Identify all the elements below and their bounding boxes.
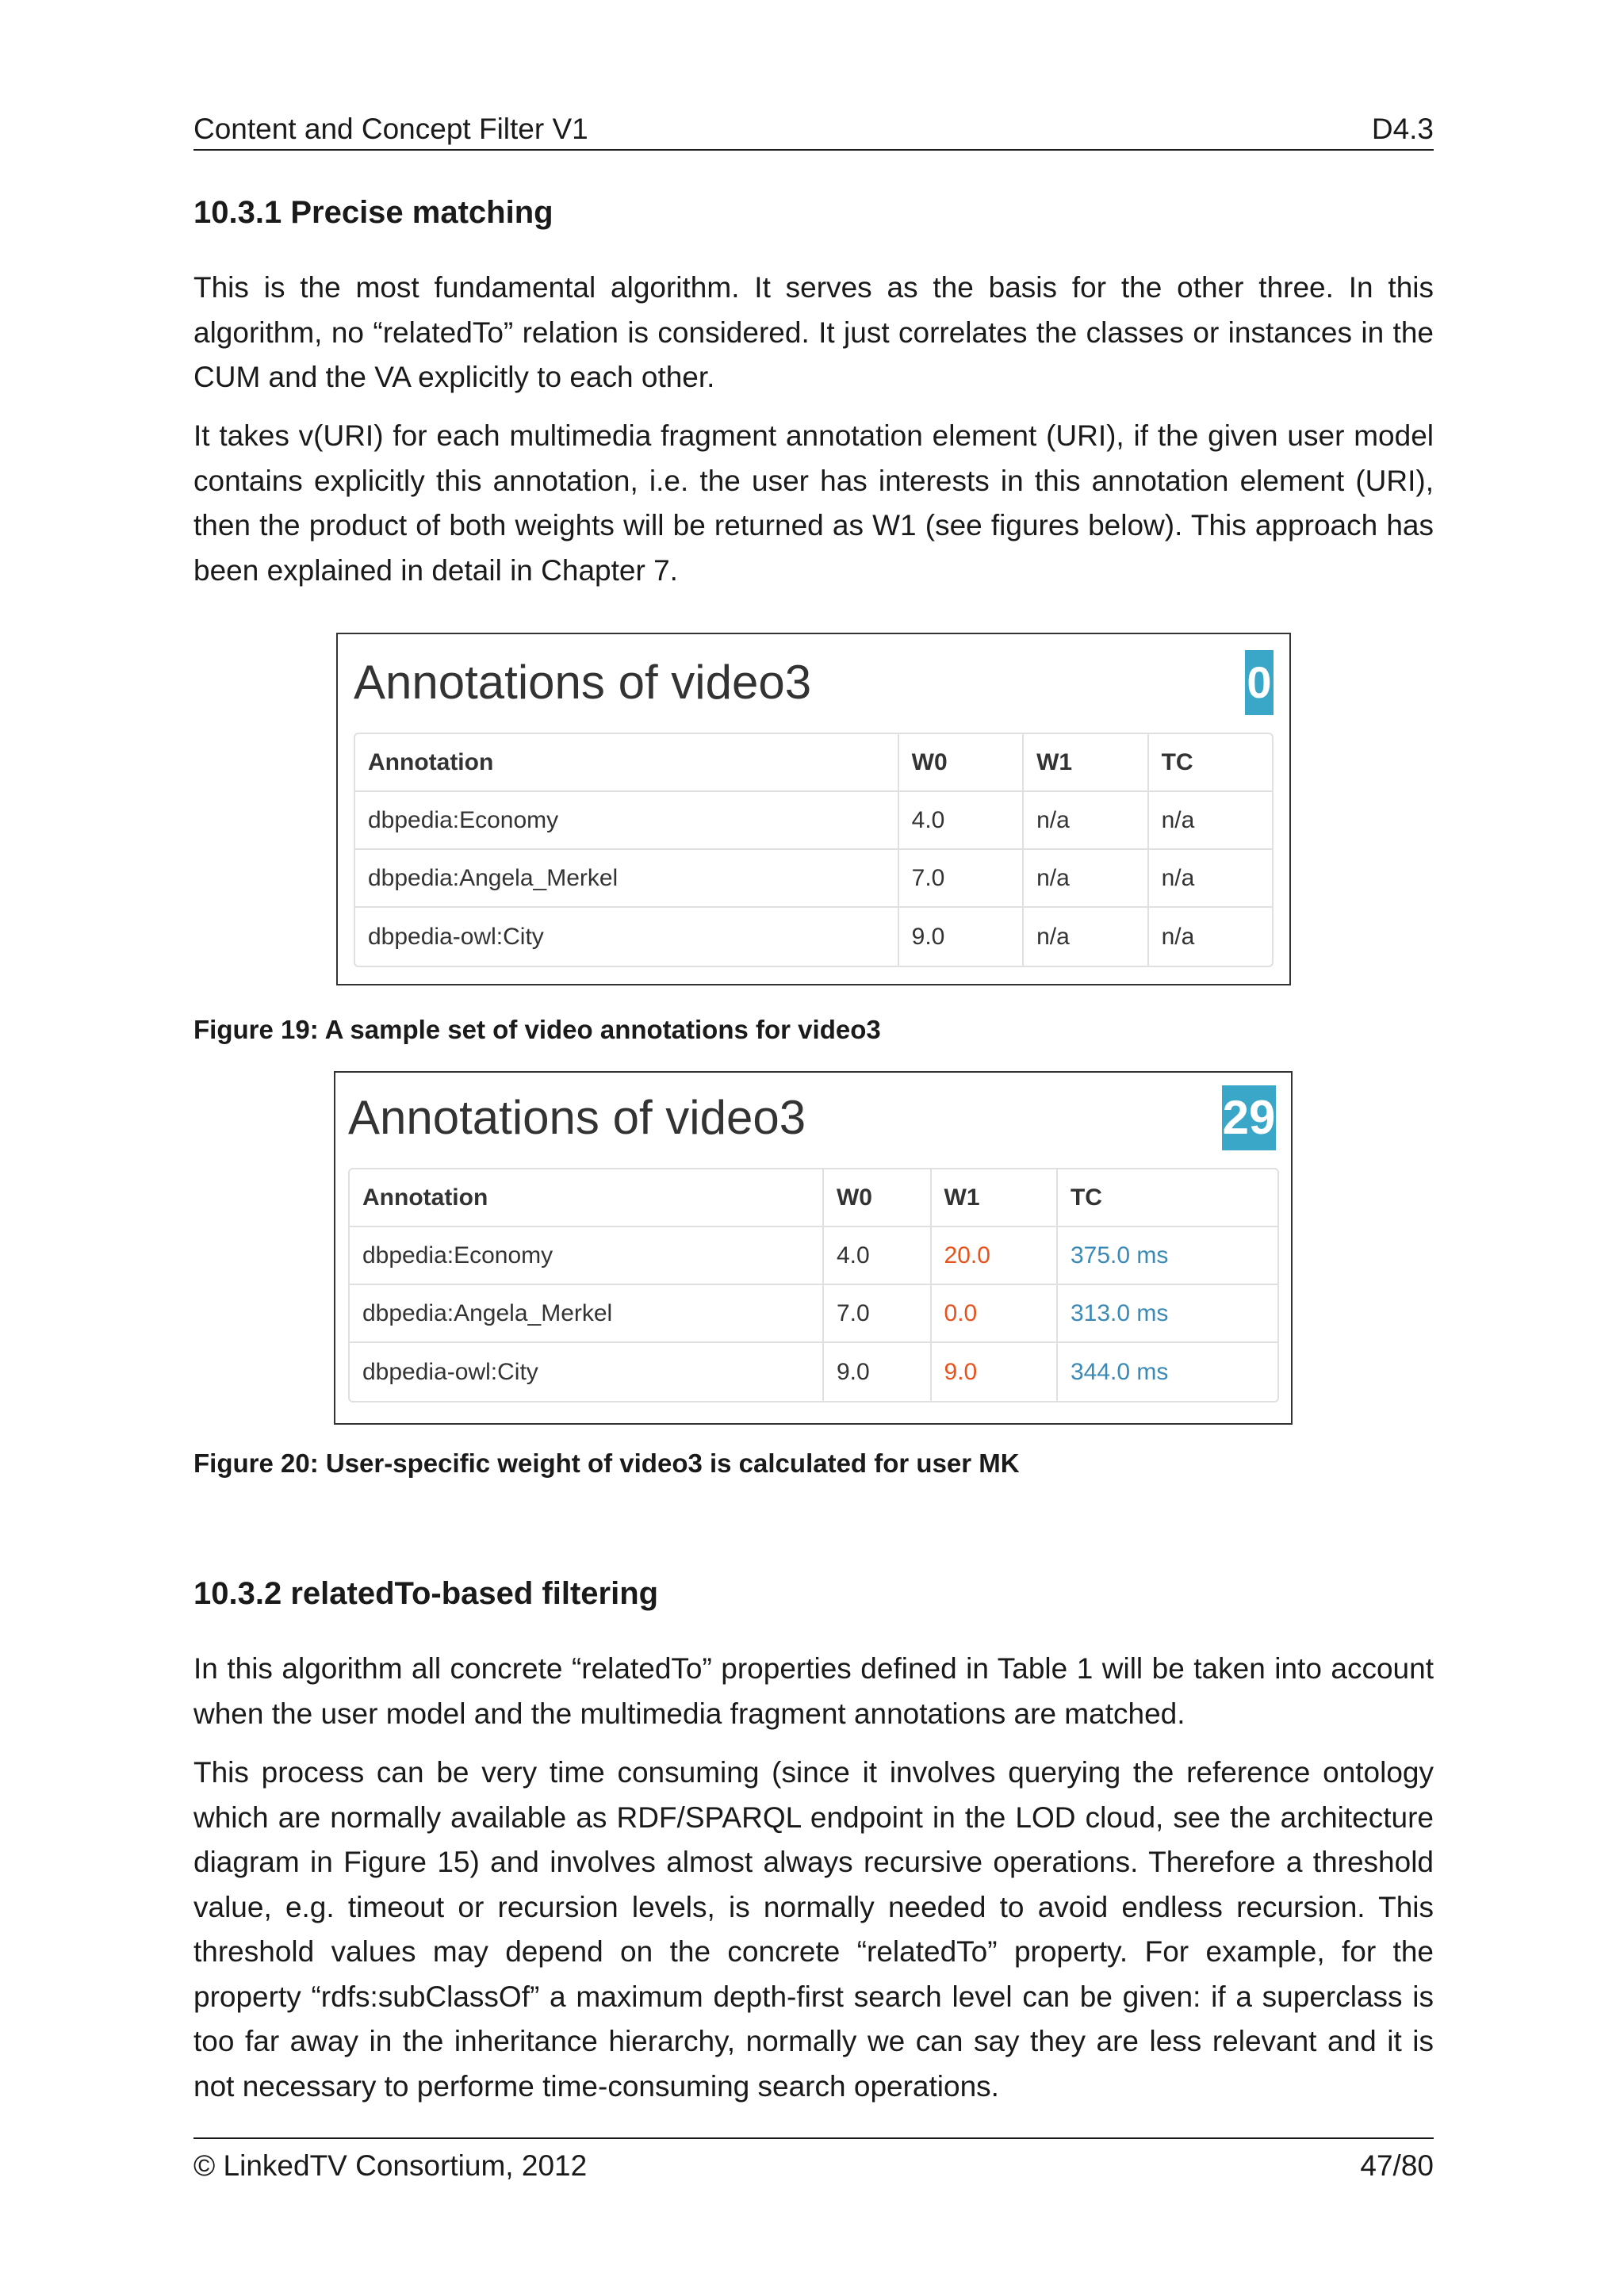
column-header-tc: TC (1058, 1169, 1277, 1227)
figure-19-screenshot (336, 633, 1291, 985)
cell-w1: n/a (1024, 850, 1148, 908)
cell-w0: 4.0 (899, 792, 1024, 850)
cell-w1: 9.0 (932, 1343, 1058, 1401)
cell-w0: 9.0 (824, 1343, 932, 1401)
cell-w0: 7.0 (899, 850, 1024, 908)
cell-annotation: dbpedia:Angela_Merkel (355, 850, 899, 908)
figure-20-count-badge: 29 (1222, 1085, 1276, 1150)
cell-annotation: dbpedia-owl:City (355, 908, 899, 966)
table-header-row (350, 1169, 1277, 1227)
cell-tc: n/a (1149, 792, 1272, 850)
table-row (355, 792, 1272, 850)
cell-w1: n/a (1024, 792, 1148, 850)
table-row (350, 1227, 1277, 1285)
cell-w0: 7.0 (824, 1285, 932, 1343)
figure-20-title: Annotations of video3 (348, 1091, 806, 1144)
column-header-w0: W0 (899, 734, 1024, 792)
cell-annotation: dbpedia:Economy (350, 1227, 824, 1285)
paragraph-precise-matching-2: It takes v(URI) for each multimedia fragment annotation element (URI), if the given user model contains explicitly this annotation, i.e. the user has interests in this annotation element (URI), then the product of both weights will be returned as W1 (see figures below). This approach has been explained in detail in Chapter 7. (193, 419, 1434, 587)
table-row (350, 1343, 1277, 1401)
section-heading-precise-matching: 10.3.1 Precise matching (193, 195, 553, 230)
footer-page-number: 47/80 (1360, 2149, 1434, 2182)
figure-20-annotation-table (348, 1168, 1279, 1402)
column-header-tc: TC (1149, 734, 1272, 792)
cell-annotation: dbpedia:Economy (355, 792, 899, 850)
table-row (355, 850, 1272, 908)
column-header-w1: W1 (1024, 734, 1148, 792)
page-footer (193, 2137, 1434, 2183)
cell-w1: 20.0 (932, 1227, 1058, 1285)
cell-annotation: dbpedia:Angela_Merkel (350, 1285, 824, 1343)
cell-annotation: dbpedia-owl:City (350, 1343, 824, 1401)
cell-w1: 0.0 (932, 1285, 1058, 1343)
table-header-row (355, 734, 1272, 792)
column-header-annotation: Annotation (350, 1169, 824, 1227)
column-header-annotation: Annotation (355, 734, 899, 792)
figure-20-screenshot (334, 1071, 1293, 1425)
cell-tc: 344.0 ms (1070, 1358, 1169, 1385)
paragraph-relatedto-filtering-1: In this algorithm all concrete “relatedTo” properties defined in Table 1 will be taken into account when the user model and the multimedia fragment annotations are matched. (193, 1652, 1434, 1730)
footer-copyright: © LinkedTV Consortium, 2012 (193, 2149, 588, 2182)
paragraph-relatedto-filtering-2: This process can be very time consuming (since it involves querying the reference ontology which are normally available as RDF/SPARQL endpoint in the LOD cloud, see the architecture diagram in Figure 15) and involves almost always recursive operations. Therefore a threshold value, e.g. timeout or recursion levels, is normally needed to avoid endless recursion. This threshold values may depend on the concrete “relatedTo” property. For example, for the property “rdfs:subClassOf” a maximum depth-first search level can be given: if a superclass is too far away in the inheritance hierarchy, normally we can say they are less relevant and it is not necessary to performe time-consuming search operations. (193, 1756, 1434, 2103)
cell-w0: 4.0 (824, 1227, 932, 1285)
cell-tc: n/a (1149, 850, 1272, 908)
figure-19-caption: Figure 19: A sample set of video annotations for video3 (193, 1015, 881, 1044)
cell-tc: n/a (1161, 923, 1195, 950)
table-row (355, 908, 1272, 966)
cell-w0: 9.0 (899, 908, 1024, 966)
column-header-w0: W0 (824, 1169, 932, 1227)
page-header (193, 109, 1434, 151)
figure-20-caption: Figure 20: User-specific weight of video3 is calculated for user MK (193, 1448, 1020, 1478)
header-deliverable-id: D4.3 (1371, 113, 1434, 145)
figure-19-title: Annotations of video3 (354, 656, 812, 709)
section-heading-relatedto-filtering: 10.3.2 relatedTo-based filtering (193, 1576, 659, 1611)
header-document-title: Content and Concept Filter V1 (193, 113, 588, 145)
figure-19-count-badge: 0 (1245, 650, 1274, 715)
table-row (350, 1285, 1277, 1343)
paragraph-precise-matching-1: This is the most fundamental algorithm. It serves as the basis for the other three. In this algorithm, no “relatedTo” relation is considered. It just correlates the classes or instances in the CUM and the VA explicitly to each other. (193, 271, 1434, 393)
cell-tc: 375.0 ms (1058, 1227, 1277, 1285)
cell-tc: 313.0 ms (1058, 1285, 1277, 1343)
figure-19-annotation-table (354, 733, 1274, 967)
column-header-w1: W1 (932, 1169, 1058, 1227)
cell-w1: n/a (1024, 908, 1148, 966)
